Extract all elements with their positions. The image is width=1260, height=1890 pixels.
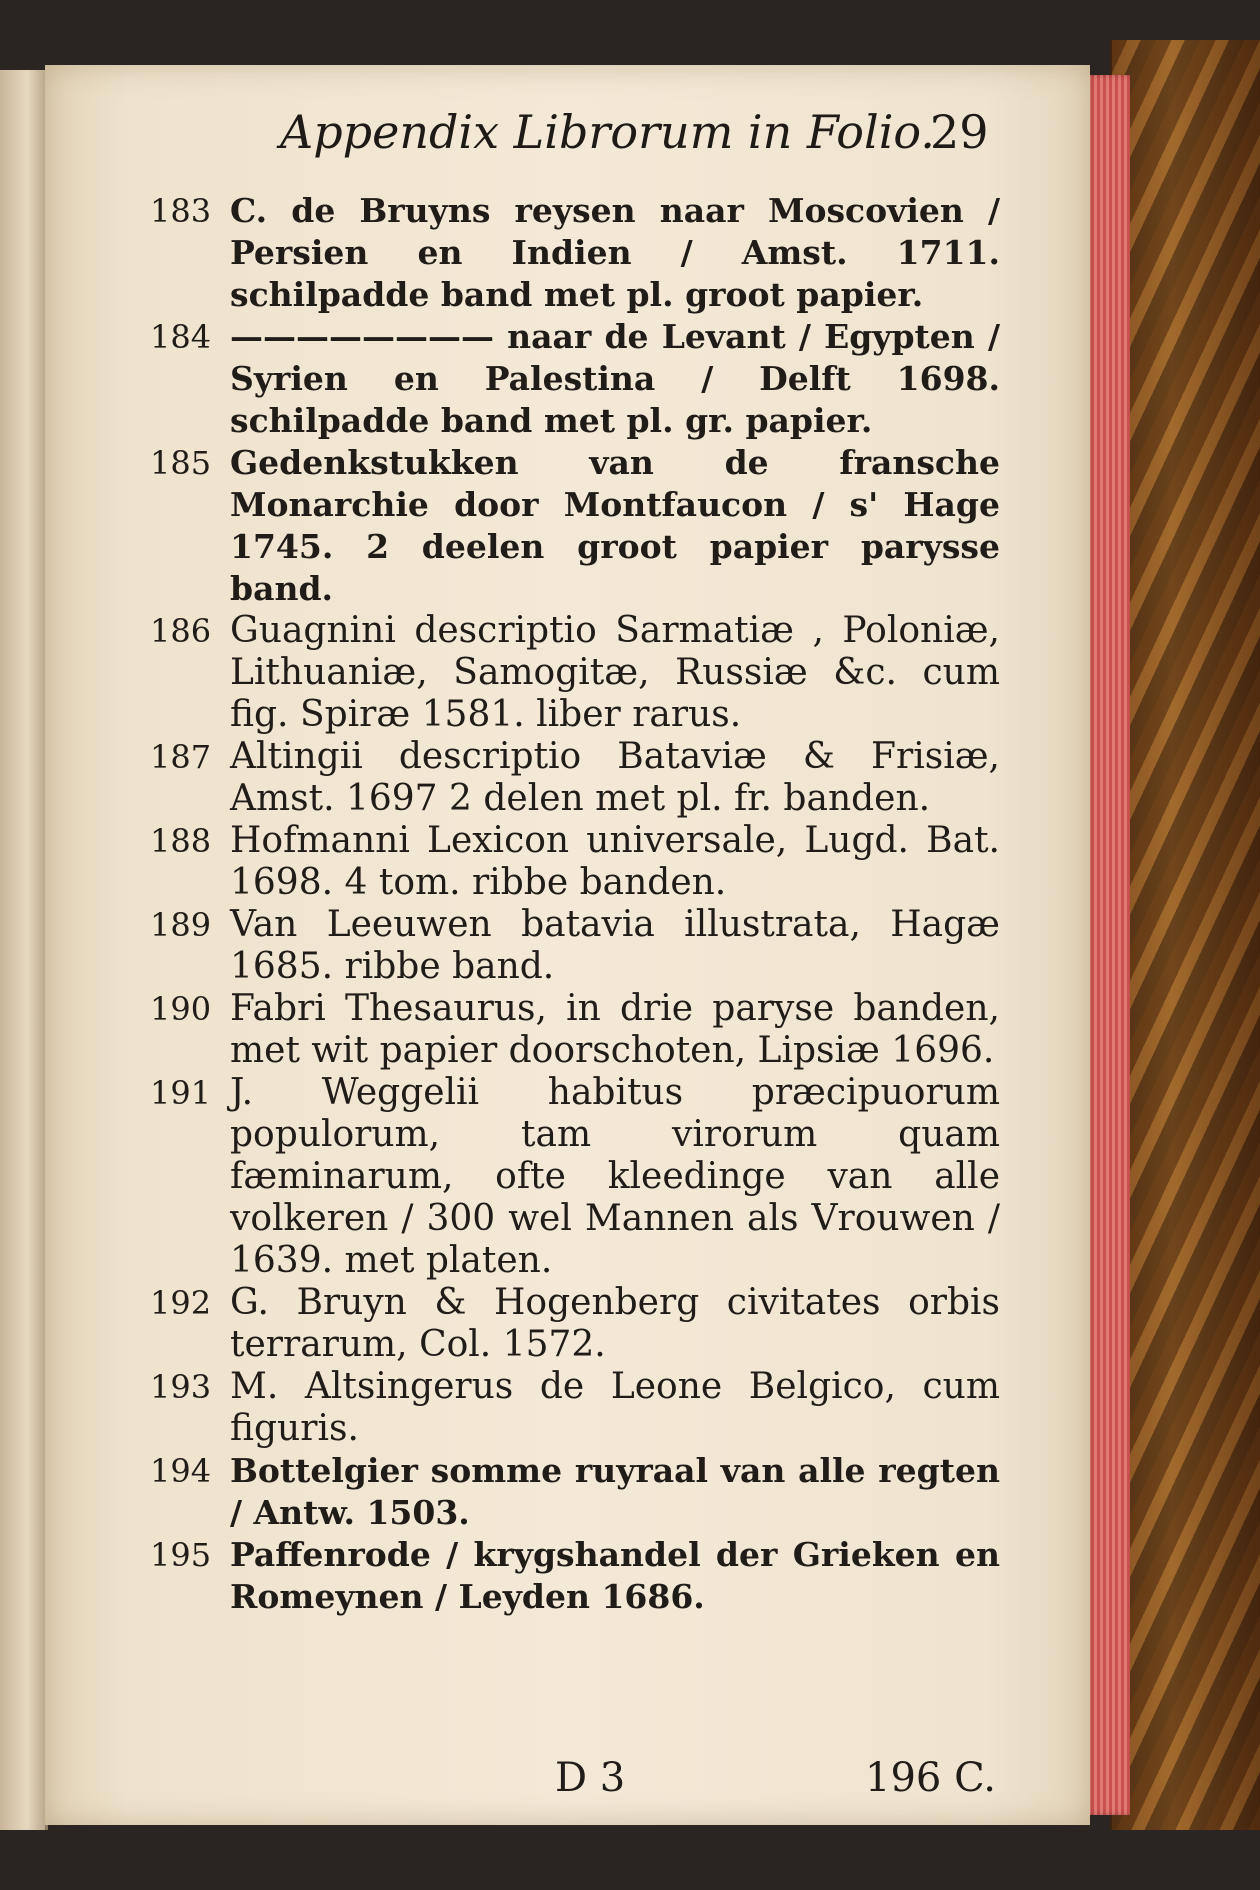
entry-text: ———————— naar de Levant / Egypten / Syrien en Palestina / Delft 1698. schilpadde band met pl. gr. papier. (230, 317, 1000, 440)
running-title: Appendix Librorum in Folio. (280, 105, 935, 159)
entry-number: 192 (150, 1284, 212, 1322)
page-number: 29 (930, 105, 989, 159)
entry-text: Guagnini descriptio Sarmatiæ , Poloniæ, Lithuaniæ, Samogitæ, Russiæ &c. cum fig. Spiræ 1581. liber rarus. (230, 610, 1000, 735)
list-item (150, 190, 1000, 316)
entry-text: Van Leeuwen batavia illustrata, Hagæ 1685. ribbe band. (230, 904, 1000, 987)
entry-text: M. Altsingerus de Leone Belgico, cum figuris. (230, 1366, 1000, 1449)
facing-page-edge (0, 70, 48, 1830)
catchword: 196 C. (865, 1755, 996, 1801)
entry-text: Hofmanni Lexicon universale, Lugd. Bat. 1698. 4 tom. ribbe banden. (230, 820, 1000, 903)
list-item (150, 904, 1000, 988)
entry-number: 195 (150, 1536, 212, 1574)
entry-text: Fabri Thesaurus, in drie paryse banden, met wit papier doorschoten, Lipsiæ 1696. (230, 988, 1000, 1071)
entry-text: Gedenkstukken van de fransche Monarchie door Montfaucon / s' Hage 1745. 2 deelen groot papier parysse band. (230, 443, 1000, 608)
list-item (150, 1072, 1000, 1282)
entry-text: C. de Bruyns reysen naar Moscovien / Persien en Indien / Amst. 1711. schilpadde band met pl. groot papier. (230, 191, 1000, 314)
entry-number: 187 (150, 738, 212, 776)
entry-number: 190 (150, 990, 212, 1028)
entry-number: 185 (150, 444, 212, 482)
signature-mark: D 3 (555, 1755, 626, 1801)
list-item (150, 1450, 1000, 1534)
list-item (150, 1366, 1000, 1450)
entry-number: 189 (150, 906, 212, 944)
entry-number: 191 (150, 1074, 212, 1112)
entry-text: Paffenrode / krygshandel der Grieken en Romeynen / Leyden 1686. (230, 1535, 1000, 1616)
list-item (150, 820, 1000, 904)
running-header (280, 105, 1000, 165)
list-item (150, 1534, 1000, 1618)
list-item (150, 442, 1000, 610)
list-item (150, 736, 1000, 820)
list-item (150, 610, 1000, 736)
entry-number: 188 (150, 822, 212, 860)
entry-text: G. Bruyn & Hogenberg civitates orbis terrarum, Col. 1572. (230, 1282, 1000, 1365)
entry-text: Bottelgier somme ruyraal van alle regten / Antw. 1503. (230, 1451, 1000, 1532)
entry-number: 183 (150, 192, 212, 230)
entry-number: 193 (150, 1368, 212, 1406)
entry-text: Altingii descriptio Bataviæ & Frisiæ, Amst. 1697 2 delen met pl. fr. banden. (230, 736, 1000, 819)
list-item (150, 988, 1000, 1072)
page-footer (555, 1755, 1015, 1805)
catalogue-entries (150, 190, 1000, 1618)
entry-number: 186 (150, 612, 212, 650)
marbled-cover (1110, 40, 1260, 1830)
list-item (150, 316, 1000, 442)
entry-text: J. Weggelii habitus præcipuorum populorum, tam virorum quam fæminarum, ofte kleedinge van alle volkeren / 300 wel Mannen als Vrouwen / 1639. met platen. (230, 1072, 1000, 1281)
entry-number: 194 (150, 1452, 212, 1490)
entry-number: 184 (150, 318, 212, 356)
list-item (150, 1282, 1000, 1366)
red-page-edges (1085, 75, 1130, 1815)
